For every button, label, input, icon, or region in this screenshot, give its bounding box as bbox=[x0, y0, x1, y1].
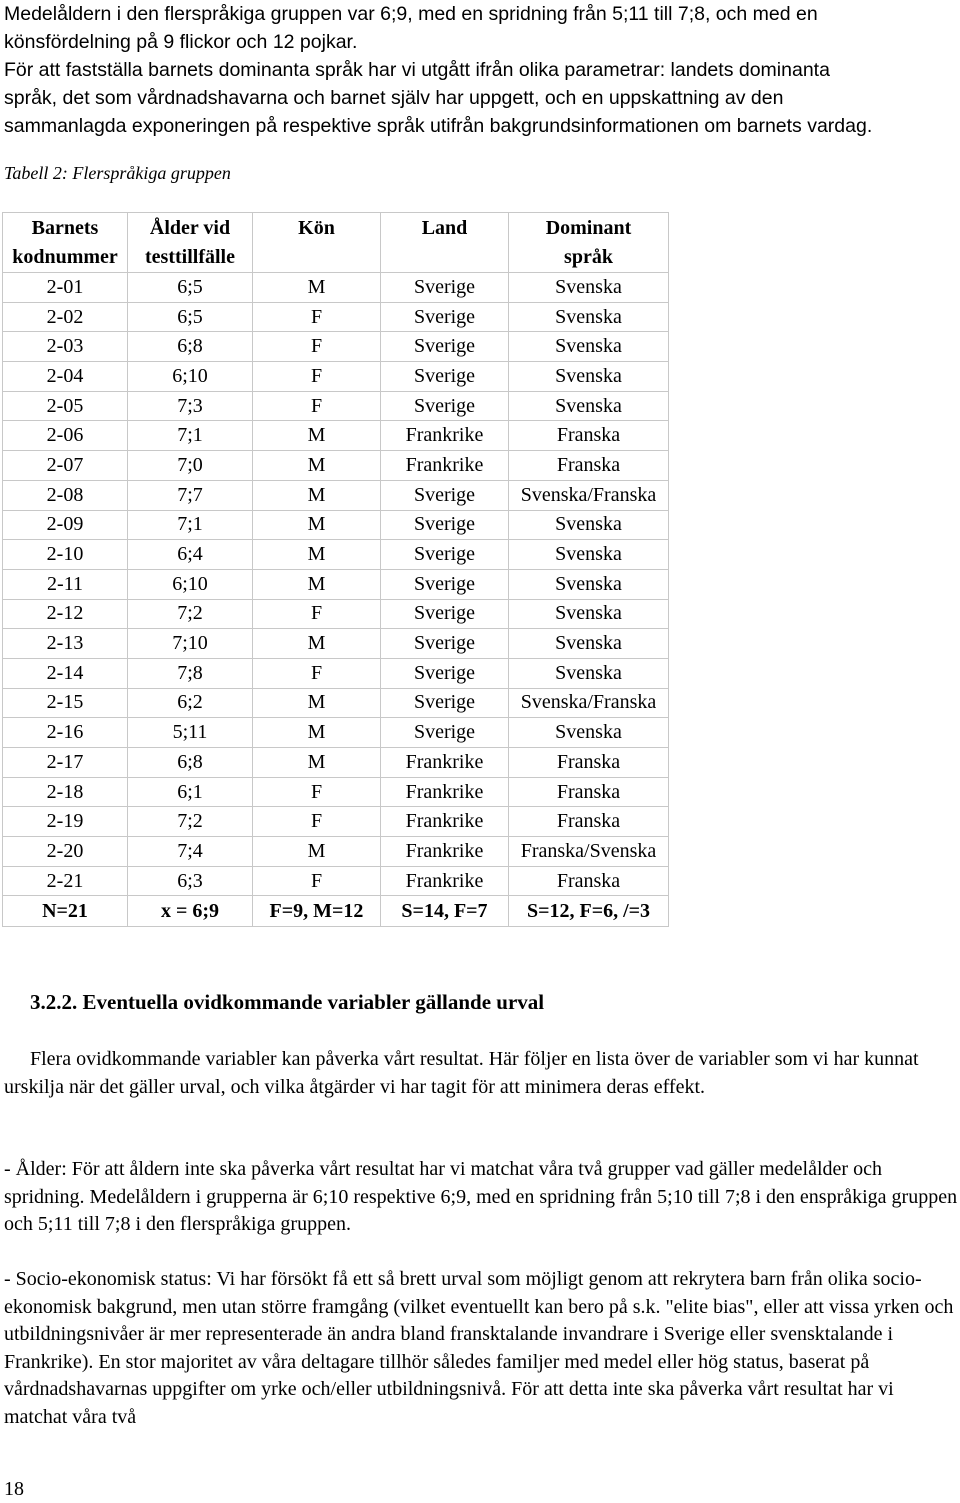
table-row bbox=[3, 658, 669, 688]
table-cell: Svenska bbox=[509, 391, 669, 421]
table-cell: Sverige bbox=[381, 599, 509, 629]
table-cell: M bbox=[253, 629, 381, 659]
table-row bbox=[3, 451, 669, 481]
table-cell: Franska bbox=[509, 807, 669, 837]
table-row bbox=[3, 748, 669, 778]
header-line: Ålder vid bbox=[149, 217, 231, 239]
table-cell: Svenska bbox=[509, 599, 669, 629]
table-cell: Franska/Svenska bbox=[509, 837, 669, 867]
table-cell: 7;3 bbox=[128, 391, 253, 421]
table-cell: Svenska bbox=[509, 273, 669, 303]
table-cell: Svenska bbox=[509, 629, 669, 659]
table-cell: F bbox=[253, 866, 381, 896]
table-cell: 2-16 bbox=[3, 718, 128, 748]
table-cell: 2-06 bbox=[3, 421, 128, 451]
table-cell: Frankrike bbox=[381, 866, 509, 896]
table-cell: M bbox=[253, 480, 381, 510]
table-cell: 2-11 bbox=[3, 569, 128, 599]
table-cell: M bbox=[253, 451, 381, 481]
table-cell: Svenska bbox=[509, 332, 669, 362]
table-cell: 2-17 bbox=[3, 748, 128, 778]
table-row bbox=[3, 599, 669, 629]
table-cell: 7;4 bbox=[128, 837, 253, 867]
table-cell: Sverige bbox=[381, 688, 509, 718]
total-cell: F=9, M=12 bbox=[253, 896, 381, 927]
header-line: Barnets bbox=[31, 217, 99, 239]
table-row bbox=[3, 866, 669, 896]
table-cell: Sverige bbox=[381, 480, 509, 510]
table-cell: 6;10 bbox=[128, 569, 253, 599]
table-cell: Svenska bbox=[509, 302, 669, 332]
intro-line: För att fastställa barnets dominanta språk har vi utgått ifrån olika parametrar: landets dominanta bbox=[4, 59, 830, 81]
table-cell: F bbox=[253, 332, 381, 362]
table-cell: Franska bbox=[509, 748, 669, 778]
table-cell: F bbox=[253, 658, 381, 688]
table-cell: 7;8 bbox=[128, 658, 253, 688]
table-cell: 6;8 bbox=[128, 332, 253, 362]
table-cell: 2-05 bbox=[3, 391, 128, 421]
intro-line: könsfördelning på 9 flickor och 12 pojkar. bbox=[4, 31, 358, 53]
table-cell: Svenska bbox=[509, 569, 669, 599]
table-caption: Tabell 2: Flerspråkiga gruppen bbox=[4, 163, 231, 183]
table-cell: Sverige bbox=[381, 629, 509, 659]
table-cell: F bbox=[253, 302, 381, 332]
table-cell: Svenska bbox=[509, 718, 669, 748]
table-cell: Svenska/Franska bbox=[509, 480, 669, 510]
table-body bbox=[3, 273, 669, 896]
body-paragraph: Flera ovidkommande variabler kan påverka vårt resultat. Här följer en lista över de variabler som vi har kunnat urskilja när det gäller urval, och vilka åtgärder vi har tagit för att minimera deras effekt. bbox=[4, 1048, 919, 1098]
table-cell: F bbox=[253, 777, 381, 807]
table-row bbox=[3, 629, 669, 659]
table-cell: 2-02 bbox=[3, 302, 128, 332]
table-cell: Svenska/Franska bbox=[509, 688, 669, 718]
table-cell: 7;2 bbox=[128, 599, 253, 629]
table-row bbox=[3, 391, 669, 421]
header-line: Kön bbox=[298, 217, 335, 239]
header-line: språk bbox=[564, 246, 613, 268]
table-cell: Frankrike bbox=[381, 421, 509, 451]
table-cell: 7;1 bbox=[128, 421, 253, 451]
section-heading: 3.2.2. Eventuella ovidkommande variabler gällande urval bbox=[30, 990, 545, 1014]
table-cell: 7;7 bbox=[128, 480, 253, 510]
table-cell: Franska bbox=[509, 866, 669, 896]
table-cell: Sverige bbox=[381, 391, 509, 421]
table-cell: 6;8 bbox=[128, 748, 253, 778]
header-line: Land bbox=[421, 217, 468, 239]
table-cell: 7;1 bbox=[128, 510, 253, 540]
page-number: 18 bbox=[4, 1478, 24, 1500]
table-cell: 6;3 bbox=[128, 866, 253, 896]
intro-line: Medelåldern i den flerspråkiga gruppen var 6;9, med en spridning från 5;11 till 7;8, och med en bbox=[4, 3, 818, 25]
table-cell: 6;5 bbox=[128, 302, 253, 332]
table-cell: Sverige bbox=[381, 273, 509, 303]
table-row bbox=[3, 540, 669, 570]
table-cell: M bbox=[253, 688, 381, 718]
col-header-alder bbox=[128, 213, 253, 273]
col-header-kon bbox=[253, 213, 381, 273]
body-paragraph: - Socio-ekonomisk status: Vi har försökt få ett så brett urval som möjligt genom att rekrytera barn från olika socio-ekonomisk bakgrund, men utan större framgång (vilket eventuellt kan bero på s.k. "elite bias", eller att vissa yrken och utbildningsnivåer är mer representerade än andra bland fransktalande invandrare i Sverige eller svensktalande i Frankrike). En stor majoritet av våra deltagare tillhör således familjer med medel eller hög status, baserat på vårdnadshavarnas uppgifter om yrke och/eller utbildningsnivå. För att detta inte ska påverka vårt resultat har vi matchat våra två bbox=[4, 1268, 954, 1428]
table-cell: M bbox=[253, 510, 381, 540]
table-cell: M bbox=[253, 540, 381, 570]
table-cell: Sverige bbox=[381, 332, 509, 362]
table-cell: Sverige bbox=[381, 718, 509, 748]
table-cell: Franska bbox=[509, 451, 669, 481]
table-totals-row bbox=[3, 896, 669, 927]
table-cell: 2-03 bbox=[3, 332, 128, 362]
table-row bbox=[3, 332, 669, 362]
table-cell: 2-09 bbox=[3, 510, 128, 540]
total-cell: x = 6;9 bbox=[128, 896, 253, 927]
table-cell: 2-10 bbox=[3, 540, 128, 570]
table-cell: 2-19 bbox=[3, 807, 128, 837]
body-paragraph: - Ålder: För att åldern inte ska påverka vårt resultat har vi matchat våra två grupper vad gäller medelålder och spridning. Medelåldern i grupperna är 6;10 respektive 6;9, med en spridning från 5;10 till 7;8 i den enspråkiga gruppen och 5;11 till 7;8 i den flerspråkiga gruppen. bbox=[4, 1158, 958, 1235]
table-row bbox=[3, 421, 669, 451]
table-cell: F bbox=[253, 807, 381, 837]
table-header-row bbox=[3, 213, 669, 273]
table-cell: 7;10 bbox=[128, 629, 253, 659]
table-row bbox=[3, 480, 669, 510]
table-cell: M bbox=[253, 837, 381, 867]
table-cell: M bbox=[253, 421, 381, 451]
table-cell: Svenska bbox=[509, 362, 669, 392]
table-cell: Sverige bbox=[381, 362, 509, 392]
col-header-dominant-sprak bbox=[509, 213, 669, 273]
total-cell: N=21 bbox=[3, 896, 128, 927]
table-cell: Svenska bbox=[509, 540, 669, 570]
table-cell: Svenska bbox=[509, 658, 669, 688]
table-cell: Sverige bbox=[381, 658, 509, 688]
header-line: kodnummer bbox=[12, 246, 118, 268]
table-row bbox=[3, 362, 669, 392]
table-cell: 7;2 bbox=[128, 807, 253, 837]
table-cell: 2-08 bbox=[3, 480, 128, 510]
table-cell: Sverige bbox=[381, 510, 509, 540]
table-cell: 2-01 bbox=[3, 273, 128, 303]
table-cell: 7;0 bbox=[128, 451, 253, 481]
table-cell: Sverige bbox=[381, 302, 509, 332]
table-cell: Franska bbox=[509, 777, 669, 807]
col-header-kodnummer bbox=[3, 213, 128, 273]
table-cell: 6;5 bbox=[128, 273, 253, 303]
table-cell: 2-20 bbox=[3, 837, 128, 867]
table-cell: Frankrike bbox=[381, 837, 509, 867]
table-row bbox=[3, 302, 669, 332]
col-header-land bbox=[381, 213, 509, 273]
table-cell: Svenska bbox=[509, 510, 669, 540]
table-row bbox=[3, 510, 669, 540]
table-cell: F bbox=[253, 391, 381, 421]
table-cell: Sverige bbox=[381, 569, 509, 599]
total-cell: S=14, F=7 bbox=[381, 896, 509, 927]
table-cell: M bbox=[253, 748, 381, 778]
table-cell: 2-04 bbox=[3, 362, 128, 392]
data-table bbox=[2, 212, 669, 927]
table-row bbox=[3, 273, 669, 303]
table-cell: Frankrike bbox=[381, 451, 509, 481]
table-cell: Frankrike bbox=[381, 777, 509, 807]
intro-line: sammanlagda exponeringen på respektive språk utifrån bakgrundsinformationen om barnets vardag. bbox=[4, 115, 873, 137]
table-cell: 2-12 bbox=[3, 599, 128, 629]
table-cell: 2-18 bbox=[3, 777, 128, 807]
table-cell: F bbox=[253, 599, 381, 629]
table-cell: Franska bbox=[509, 421, 669, 451]
table-cell: M bbox=[253, 718, 381, 748]
table-cell: 6;10 bbox=[128, 362, 253, 392]
table-cell: 6;2 bbox=[128, 688, 253, 718]
table-cell: 2-13 bbox=[3, 629, 128, 659]
intro-line: språk, det som vårdnadshavarna och barnet själv har uppgett, och en uppskattning av den bbox=[4, 87, 784, 109]
table-cell: 2-15 bbox=[3, 688, 128, 718]
table-row bbox=[3, 688, 669, 718]
table-cell: 2-21 bbox=[3, 866, 128, 896]
table-cell: 6;4 bbox=[128, 540, 253, 570]
table-row bbox=[3, 837, 669, 867]
table-row bbox=[3, 807, 669, 837]
table-row bbox=[3, 777, 669, 807]
table-cell: 5;11 bbox=[128, 718, 253, 748]
table-cell: Frankrike bbox=[381, 748, 509, 778]
table-cell: 2-14 bbox=[3, 658, 128, 688]
table-cell: 6;1 bbox=[128, 777, 253, 807]
table-cell: M bbox=[253, 569, 381, 599]
intro-text bbox=[4, 0, 954, 140]
table-row bbox=[3, 569, 669, 599]
header-line: testtillfälle bbox=[145, 246, 235, 268]
table-row bbox=[3, 718, 669, 748]
table-cell: F bbox=[253, 362, 381, 392]
table-cell: 2-07 bbox=[3, 451, 128, 481]
table-cell: Frankrike bbox=[381, 807, 509, 837]
table-cell: Sverige bbox=[381, 540, 509, 570]
total-cell: S=12, F=6, /=3 bbox=[509, 896, 669, 927]
table-cell: M bbox=[253, 273, 381, 303]
header-line: Dominant bbox=[545, 217, 632, 239]
